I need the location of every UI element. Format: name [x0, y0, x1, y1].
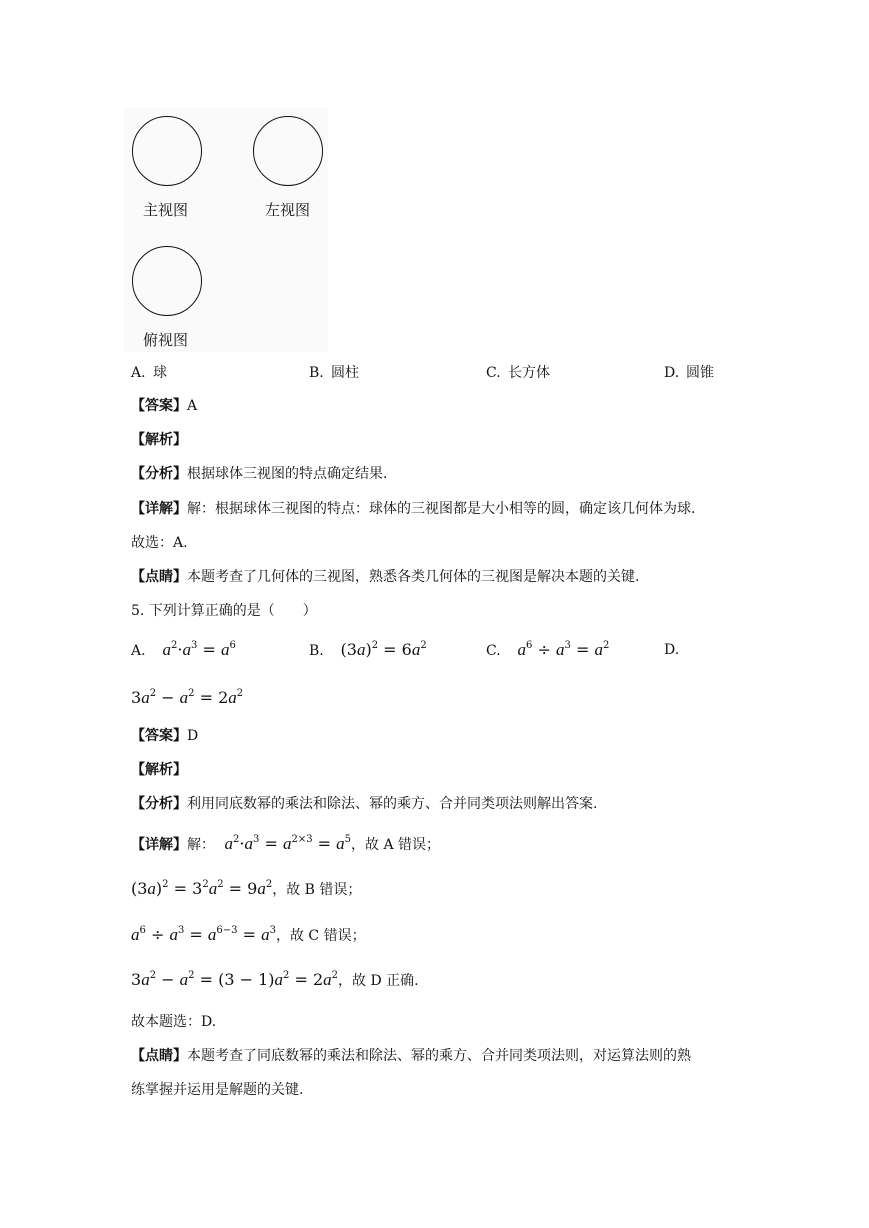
q5-step-c-formula: $a^6 \div a^3 = a^{6-3} = a^3$ — [131, 925, 276, 944]
q5-option-c-formula: $a^6 \div a^3 = a^2$ — [517, 640, 610, 659]
q5-stem: 5. 下列计算正确的是（ ） — [131, 603, 317, 619]
q5-option-a-formula: $a^2\cdot a^3 = a^6$ — [162, 640, 236, 659]
q4-choose: 故选：A. — [131, 535, 188, 551]
q5-option-d-formula: $3a^2 - a^2 = 2a^2$ — [131, 688, 244, 707]
front-view-circle — [132, 116, 202, 186]
q5-option-d: D. — [664, 642, 680, 658]
q5-xiangjie-step-c: $a^6 \div a^3 = a^{6-3} = a^3$，故 C 错误； — [131, 925, 366, 944]
q5-step-d-formula: $3a^2 - a^2 = (3 - 1)a^2 = 2a^2$ — [131, 970, 339, 989]
q4-option-b: B. 圆柱 — [309, 365, 359, 381]
q5-step-b-formula: $(3a)^2 = 3^2a^2 = 9a^2$ — [131, 879, 273, 898]
q5-xiangjie-step-b: $(3a)^2 = 3^2a^2 = 9a^2$，故 B 错误； — [131, 879, 362, 898]
q5-step-a-formula: $a^2\cdot a^3 = a^{2\times 3} = a^5$ — [224, 834, 352, 853]
q4-dianjing: 【点睛】本题考查了几何体的三视图，熟悉各类几何体的三视图是解决本题的关键. — [131, 569, 640, 585]
q5-option-b: B. $(3a)^2 = 6a^2$ — [309, 640, 427, 659]
q5-dianjing-line2: 练掌握并运用是解题的关键. — [131, 1082, 304, 1098]
left-view-label: 左视图 — [265, 201, 311, 219]
q4-fenxi: 【分析】根据球体三视图的特点确定结果. — [131, 466, 388, 482]
q5-option-a: A. $a^2\cdot a^3 = a^6$ — [131, 640, 236, 659]
q5-fenxi: 【分析】利用同底数幂的乘法和除法、幂的乘方、合并同类项法则解出答案. — [131, 796, 598, 812]
top-view-circle — [132, 246, 202, 316]
front-view-label: 主视图 — [143, 201, 189, 219]
q5-xiangjie-step-d: $3a^2 - a^2 = (3 - 1)a^2 = 2a^2$，故 D 正确. — [131, 970, 419, 989]
q4-answer: 【答案】A — [131, 398, 198, 414]
q5-analysis-heading: 【解析】 — [131, 762, 187, 778]
q4-analysis-heading: 【解析】 — [131, 432, 187, 448]
q4-option-d: D. 圆锥 — [664, 365, 714, 381]
q4-option-a: A. 球 — [131, 365, 167, 381]
three-views-figure — [124, 108, 328, 352]
q5-xiangjie-step-a: 【详解】解： $a^2\cdot a^3 = a^{2\times 3} = a^5$，故 A 错误； — [131, 834, 441, 853]
q5-dianjing-line1: 【点睛】本题考查了同底数幂的乘法和除法、幂的乘方、合并同类项法则，对运算法则的熟 — [131, 1048, 691, 1064]
top-view-label: 俯视图 — [143, 331, 189, 349]
q5-option-b-formula: $(3a)^2 = 6a^2$ — [335, 640, 427, 659]
q5-choose: 故本题选：D. — [131, 1014, 217, 1030]
q4-option-c: C. 长方体 — [486, 365, 550, 381]
left-view-circle — [253, 116, 323, 186]
q5-option-c: C. $a^6 \div a^3 = a^2$ — [486, 640, 610, 659]
q5-answer: 【答案】D — [131, 728, 199, 744]
q4-xiangjie: 【详解】解：根据球体三视图的特点：球体的三视图都是大小相等的圆，确定该几何体为球. — [131, 501, 696, 517]
